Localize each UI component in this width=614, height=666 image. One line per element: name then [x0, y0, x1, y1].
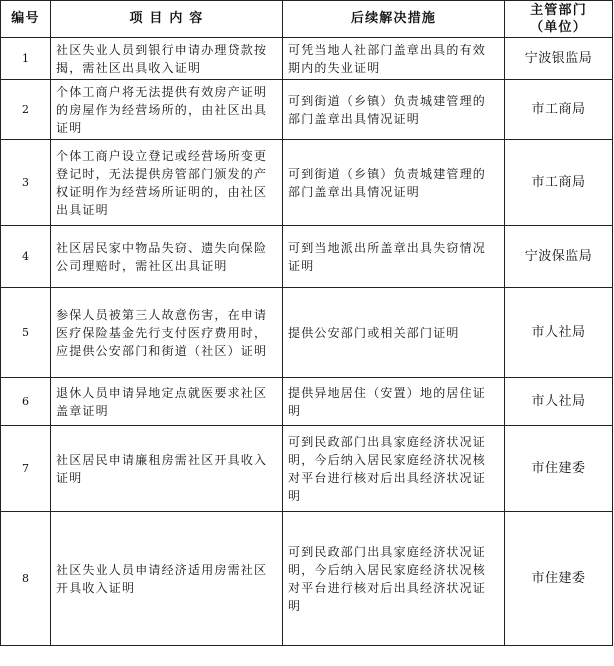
row-solution: 可凭当地人社部门盖章出具的有效期内的失业证明: [283, 38, 505, 80]
row-item: 社区失业人员到银行申请办理贷款按揭，需社区出具收入证明: [51, 38, 283, 80]
row-dept: 宁波银监局: [505, 38, 613, 80]
row-no: 1: [1, 38, 51, 80]
row-item: 社区失业人员申请经济适用房需社区开具收入证明: [51, 512, 283, 646]
header-dept-line1: 主管部门: [530, 3, 587, 18]
row-dept: 市住建委: [505, 426, 613, 512]
row-item: 个体工商户设立登记或经营场所变更登记时，无法提供房管部门颁发的产权证明作为经营场所证明的，由社区出具证明: [51, 140, 283, 226]
row-no: 4: [1, 226, 51, 288]
row-no: 7: [1, 426, 51, 512]
row-dept: 市工商局: [505, 140, 613, 226]
row-no: 2: [1, 80, 51, 140]
row-dept: 市人社局: [505, 378, 613, 426]
row-dept: 市工商局: [505, 80, 613, 140]
row-no: 3: [1, 140, 51, 226]
row-dept: 市人社局: [505, 288, 613, 378]
table-row: [1, 426, 613, 512]
table-row: [1, 80, 613, 140]
row-solution: 可到街道（乡镇）负责城建管理的部门盖章出具情况证明: [283, 140, 505, 226]
row-item: 个体工商户将无法提供有效房产证明的房屋作为经营场所的，由社区出具证明: [51, 80, 283, 140]
row-solution: 可到民政部门出具家庭经济状况证明，今后纳入居民家庭经济状况核对平台进行核对后出具经济状况证明: [283, 426, 505, 512]
row-no: 8: [1, 512, 51, 646]
row-solution: 可到当地派出所盖章出具失窃情况证明: [283, 226, 505, 288]
table-row: [1, 288, 613, 378]
row-item: 社区居民申请廉租房需社区开具收入证明: [51, 426, 283, 512]
header-dept-line2: （单位）: [530, 20, 587, 35]
header-dept: [505, 1, 613, 38]
table-row: [1, 512, 613, 646]
row-solution: 提供异地居住（安置）地的居住证明: [283, 378, 505, 426]
row-solution: 提供公安部门或相关部门证明: [283, 288, 505, 378]
table-row: [1, 140, 613, 226]
row-solution: 可到民政部门出具家庭经济状况证明，今后纳入居民家庭经济状况核对平台进行核对后出具经济状况证明: [283, 512, 505, 646]
row-item: 社区居民家中物品失窃、遗失向保险公司理赔时，需社区出具证明: [51, 226, 283, 288]
table-row: [1, 378, 613, 426]
header-row: [1, 1, 613, 38]
table-row: [1, 38, 613, 80]
row-dept: 宁波保监局: [505, 226, 613, 288]
row-solution: 可到街道（乡镇）负责城建管理的部门盖章出具情况证明: [283, 80, 505, 140]
row-item: 参保人员被第三人故意伤害，在申请医疗保险基金先行支付医疗费用时，应提供公安部门和街道（社区）证明: [51, 288, 283, 378]
row-no: 5: [1, 288, 51, 378]
row-dept: 市住建委: [505, 512, 613, 646]
table-row: [1, 226, 613, 288]
row-item: 退休人员申请异地定点就医要求社区盖章证明: [51, 378, 283, 426]
header-no: 编号: [1, 1, 51, 38]
header-solution: 后续解决措施: [283, 1, 505, 38]
row-no: 6: [1, 378, 51, 426]
header-item: 项 目 内 容: [51, 1, 283, 38]
